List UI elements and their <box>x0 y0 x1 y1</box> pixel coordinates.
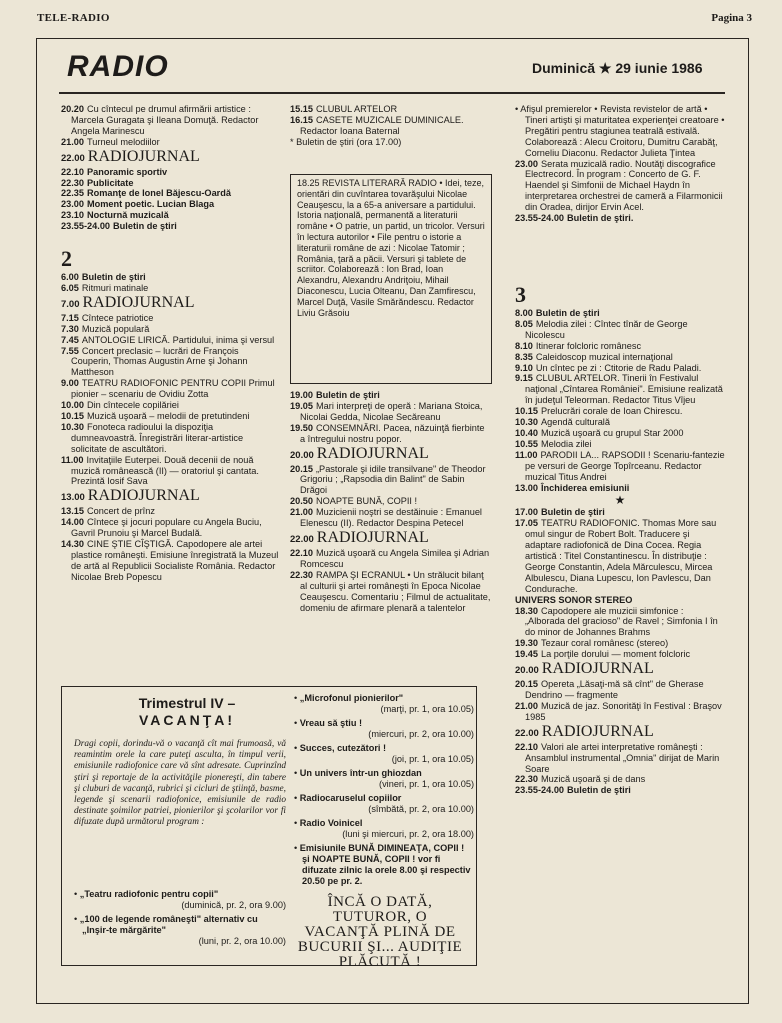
program-title: • Afişul premierelor • Revista revistelor de artă • Tineri artişti şi maturitatea experienţei creatoare • Pregătiri pentru stagiunea teatrală estivală. Colaborează : Alecu Croitoru, Dumitru Carabăţ, Corneliu Diaconu. Redactor Julieta Ţintea <box>515 104 725 158</box>
program-time: 22.30 <box>515 774 538 785</box>
program-title: Agendă culturală <box>541 417 610 428</box>
bullet-icon: • <box>294 793 300 803</box>
program-time: 23.55-24.00 <box>515 213 565 224</box>
vacation-program-name: „100 de legende româneşti" alternativ cu „Inşir-te mărgărite" <box>79 914 258 935</box>
program-title: Muzică uşoară – melodii de pretutindeni <box>87 410 250 421</box>
program-title: Tezaur coral românesc (stereo) <box>541 638 669 649</box>
program-time: 7.00 <box>61 298 80 310</box>
program-title: Fonoteca radioului la dispoziţia dumneavoastră. Înregistrări literar-artistice solicitate de ascultători. <box>71 421 244 454</box>
program-title: Moment poetic. Lucian Blaga <box>87 199 215 210</box>
program-entry <box>515 606 725 639</box>
program-time: 22.10 <box>515 741 538 752</box>
program-entry <box>290 137 490 148</box>
program-time: 17.00 <box>515 507 538 518</box>
program-time: 23.55-24.00 <box>515 785 565 796</box>
program-title: Cîntece patriotice <box>81 312 154 323</box>
vacation-program-schedule: (luni şi miercuri, pr. 2, ora 18.00) <box>342 829 474 839</box>
program-entry <box>515 679 725 701</box>
program-time: 13.00 <box>515 482 538 493</box>
program-entry <box>61 400 279 411</box>
program-entry <box>61 324 279 335</box>
program-entry <box>515 352 725 363</box>
program-time: 22.00 <box>290 533 314 545</box>
program-entry <box>515 319 725 341</box>
program-title: Muzică uşoară cu Angela Similea şi Adrian Romcescu <box>300 547 490 569</box>
bullet-icon: • <box>294 818 300 828</box>
vacation-program-schedule: (luni, pr. 2, ora 10.00) <box>198 936 286 946</box>
program-entry <box>61 517 279 539</box>
bullet-icon: • <box>294 718 300 728</box>
program-time: 9.10 <box>515 362 533 373</box>
program-entry <box>61 221 279 232</box>
vacation-program-schedule: (vineri, pr. 1, ora 10.05) <box>379 779 474 789</box>
program-entry <box>61 488 279 505</box>
program-entry <box>515 701 725 723</box>
program-time: 14.00 <box>61 517 84 528</box>
program-entry <box>61 188 279 199</box>
program-time: 23.10 <box>61 210 84 221</box>
broadcast-date: Duminică ★ 29 iunie 1986 <box>532 60 703 76</box>
program-entry <box>290 104 490 115</box>
program-title: Buletin de ştiri. <box>567 213 634 224</box>
vacation-program-item <box>294 768 474 790</box>
vacation-program-item <box>294 818 474 840</box>
separator-star: ★ <box>614 493 626 508</box>
program-time: 10.40 <box>515 427 538 438</box>
vacation-program-name: Vreau să ştiu ! <box>299 718 363 728</box>
publication-name: TELE-RADIO <box>37 12 110 24</box>
title-rule <box>59 92 725 94</box>
program-title: Un cîntec pe zi : Ctitorie de Radu Paladi. <box>535 362 702 373</box>
program-title: Buletin de ştiri <box>113 221 177 232</box>
program-entry <box>61 104 279 137</box>
program-entry <box>290 507 492 529</box>
program-title: Valori ale artei interpretative româneşti : Ansamblul instrumental „Omnia" dirijat de Marin Soare <box>525 741 720 774</box>
program-time: 11.00 <box>515 449 538 460</box>
program-title: Concert preclasic – lucrări de François Couperin, Thomas Augustin Arne şi Johann Mattheson <box>71 345 248 378</box>
page-title: RADIO <box>67 50 169 83</box>
program-entry <box>61 539 279 583</box>
vacation-program-name: „Microfonul pionierilor" <box>299 693 404 703</box>
day-3-morning-list <box>515 308 725 493</box>
program-time: 14.30 <box>61 539 84 550</box>
vacation-program-name: Radio Voinicel <box>299 818 363 828</box>
program-time: 9.00 <box>61 378 79 389</box>
program-entry <box>290 548 492 570</box>
program-time: 22.30 <box>290 569 313 580</box>
program-title: TEATRU RADIOFONIC PENTRU COPII Primul pionier – scenariu de Ovidiu Zotta <box>71 378 275 400</box>
program-time: 7.30 <box>61 323 79 334</box>
program-time: 20.15 <box>515 679 538 690</box>
vacation-program-name: Emisiunile BUNĂ DIMINEAŢA, COPII ! şi NOAPTE BUNĂ, COPII ! vor fi difuzate zilnic la orele 8.00 şi respectiv 20.50 pe pr. 2. <box>299 843 471 886</box>
program-entry <box>61 506 279 517</box>
program-title: Turneul melodiilor <box>87 136 160 147</box>
program-title: UNIVERS SONOR STEREO <box>515 594 633 605</box>
program-time: 19.30 <box>515 638 538 649</box>
column-3-top <box>515 104 725 224</box>
program-title: Buletin de ştiri <box>567 785 631 796</box>
bullet-icon: • <box>294 843 300 853</box>
program-title: CLUBUL ARTELOR. Tinerii în Festivalul naţional „Cîntarea României". Emisiune realizată în judeţul Teleorman. Redactor Titus Vîjeu <box>525 373 723 406</box>
program-entry <box>515 785 725 796</box>
program-entry <box>61 178 279 189</box>
program-time: 10.30 <box>515 417 538 428</box>
program-title: Buletin de ştiri <box>316 390 380 400</box>
program-time: 18.30 <box>515 605 538 616</box>
program-entry <box>515 104 725 159</box>
program-entry <box>61 272 279 283</box>
program-entry <box>290 446 492 463</box>
program-title: PARODII LA... RAPSODII ! Scenariu-fantezie pe versuri de George Topîrceanu. Redactor muzical Titus Andrei <box>525 449 725 482</box>
bullet-icon: • <box>74 889 80 899</box>
vacation-program-name: „Teatru radiofonic pentru copii" <box>79 889 219 899</box>
vacation-intro <box>74 739 286 829</box>
program-entry <box>290 115 490 137</box>
program-entry <box>515 439 725 450</box>
program-title: Panoramic sportiv <box>87 166 168 177</box>
program-entry <box>515 774 725 785</box>
column-3-middle <box>515 282 725 796</box>
program-entry <box>515 373 725 406</box>
program-entry <box>515 159 725 214</box>
vacation-title-line-1: Trimestrul IV – <box>138 695 236 711</box>
program-time: 6.00 <box>61 272 79 282</box>
vacation-program-schedule: (sîmbătă, pr. 2, ora 10.00) <box>368 804 474 814</box>
program-time: 9.15 <box>515 373 533 384</box>
program-time: 19.05 <box>290 400 313 411</box>
program-title: Opereta „Lăsaţi-mă să cînt" de Gherase Dendrino — fragmente <box>525 679 704 700</box>
program-title: Cu cîntecul pe drumul afirmării artistice : Marcela Guragata şi Ileana Domuţă. Redactor Angela Marinescu <box>71 104 259 136</box>
program-time: 20.50 <box>290 496 313 507</box>
program-entry <box>290 530 492 547</box>
program-time: 22.00 <box>61 152 85 164</box>
program-title: * Buletin de ştiri (ora 17.00) <box>290 136 402 147</box>
program-time: 16.15 <box>290 114 313 125</box>
program-title: Închiderea emisiunii <box>541 482 630 493</box>
program-time: 10.00 <box>61 400 84 411</box>
program-title: CONSEMNĂRI. Pacea, năzuinţă fierbinte a întregului nostru popor. <box>300 422 485 444</box>
program-title: Romanţe de Ionel Băjescu-Oardă <box>87 188 231 199</box>
program-time: 21.00 <box>515 700 538 711</box>
program-time: 8.00 <box>515 308 533 318</box>
program-title: Muzică populară <box>81 323 150 334</box>
program-entry <box>515 406 725 417</box>
program-entry <box>61 378 279 400</box>
vacation-program-item <box>294 693 474 715</box>
program-entry <box>61 335 279 346</box>
program-entry <box>61 411 279 422</box>
program-title: Mari interpreţi de operă : Mariana Stoica, Nicolai Gedda, Nicolae Secăreanu <box>300 400 483 422</box>
program-entry <box>515 417 725 428</box>
column-1-top <box>61 104 279 232</box>
program-time: 23.55-24.00 <box>61 221 111 232</box>
program-title: RADIOJURNAL <box>87 487 200 505</box>
vacation-title-line-2: VACANŢA! <box>138 712 236 728</box>
program-time: 10.30 <box>61 421 84 432</box>
vacation-title <box>82 695 292 729</box>
program-title: CINE ŞTIE CÎŞTIGĂ. Capodopere ale artei plastice româneşti. Emisiune înregistrată la Muzeul de artă al Republicii Socialiste România. Redactor Nicolae Breb Popescu <box>71 539 279 582</box>
program-time: 20.20 <box>61 104 84 114</box>
program-title: Melodia zilei : Cîntec tînăr de George Nicolescu <box>525 318 688 340</box>
program-title: Muzicienii noştri se destăinuie : Emanuel Elenescu (II). Redactor Despina Petecel <box>300 507 482 529</box>
bullet-icon: • <box>294 693 300 703</box>
program-time: 8.35 <box>515 351 533 362</box>
program-time: 11.00 <box>61 454 84 465</box>
program-title: Publicitate <box>87 177 134 188</box>
program-title: RADIOJURNAL <box>541 660 654 678</box>
program-title: Caleidoscop muzical internaţional <box>535 351 673 362</box>
program-entry <box>515 638 725 649</box>
program-title: Ritmuri matinale <box>81 282 149 293</box>
vacation-program-item <box>74 914 286 947</box>
program-entry <box>61 455 279 488</box>
program-time: 15.15 <box>290 104 313 114</box>
program-entry <box>515 450 725 483</box>
program-title: CASETE MUZICALE DUMINICALE. Redactor Ioana Baternal <box>300 114 464 136</box>
program-time: 20.00 <box>515 665 539 677</box>
program-time: 22.10 <box>61 166 84 177</box>
literary-review-box <box>290 174 492 384</box>
program-entry <box>290 464 492 497</box>
program-entry <box>290 390 492 401</box>
program-time: 21.00 <box>61 136 84 147</box>
program-title: Buletin de ştiri <box>81 272 146 282</box>
program-time: 17.05 <box>515 518 538 529</box>
program-entry <box>290 496 492 507</box>
vacation-program-name: Un univers într-un ghiozdan <box>299 768 422 778</box>
bullet-icon: • <box>294 768 300 778</box>
vacation-list-left <box>74 889 286 950</box>
day-number-3: 3 <box>515 282 526 307</box>
program-time: 7.15 <box>61 312 79 323</box>
program-title: RADIOJURNAL <box>87 147 200 165</box>
program-title: RAMPA ŞI ECRANUL • Un strălucit bilanţ al culturii şi artei româneşti în Epoca Nicolae Ceauşescu. Comentariu ; Filmul de actualitate, domeniu de afirmare plenară a talentelor <box>300 569 491 613</box>
program-entry <box>61 137 279 148</box>
program-time: 13.15 <box>61 506 84 517</box>
vacation-program-item <box>294 743 474 765</box>
literary-review-text: 18.25 REVISTA LITERARĂ RADIO • Idei, teze, orientări din cuvîntarea tovarăşului Nicolae Ceauşescu, la a 65-a aniversare a partidului. Istoria naţională, permanentă a literaturii române • O patrie, un partid, un tricolor. Versuri în lectura autorilor • File pentru o istorie a literaturii române de azi : Nicolae Tatomir ; România, ţară a păcii. Versuri şi tablete de scriitor. Colaborează : Ion Brad, Ioan Alexandru, Alexandru Andriţoiu, Mihail Diaconescu, Lucia Olteanu, Dan Zamfirescu, Marcel Duţă, Vasile Smărăndescu. Redactor Liviu Grăsoiu <box>297 178 485 318</box>
program-title: RADIOJURNAL <box>82 293 195 311</box>
program-entry <box>61 295 279 312</box>
program-time: 7.45 <box>61 334 79 345</box>
program-entry <box>515 661 725 678</box>
vacation-program-item <box>74 889 286 911</box>
program-time: 22.30 <box>61 177 84 188</box>
program-entry <box>515 507 725 518</box>
program-entry <box>515 213 725 224</box>
program-entry <box>290 401 492 423</box>
program-entry <box>515 363 725 374</box>
program-title: Capodopere ale muzicii simfonice : „Alborada del gracioso" de Ravel ; Simfonia I în do minor de Johannes Brahms <box>525 605 718 638</box>
program-time: 23.00 <box>515 158 538 169</box>
program-time: 22.00 <box>515 727 539 739</box>
program-title: ANTOLOGIE LIRICĂ. Partidului, inima şi versul <box>81 334 275 345</box>
program-time: 22.35 <box>61 188 84 199</box>
bullet-icon: • <box>74 914 80 924</box>
program-title: CLUBUL ARTELOR <box>316 104 398 114</box>
program-title: Serata muzicală radio. Noutăţi discografice Electrecord. În program : Concerto de G. F. Haendel şi Simfonii de Michael Haydn în interpretarea orchestrei de cameră a Filarmonicii din Oradea, dirijor Ervin Acel. <box>525 158 723 213</box>
program-title: Muzică uşoară şi de dans <box>541 774 646 785</box>
program-entry <box>61 210 279 221</box>
bullet-icon: • <box>294 743 300 753</box>
program-time: 10.55 <box>515 438 538 449</box>
column-1-bottom <box>61 246 279 583</box>
day-2-morning-list <box>61 272 279 583</box>
vacation-program-schedule: (joi, pr. 1, ora 10.05) <box>391 754 474 764</box>
program-title: Itinerar folcloric românesc <box>535 340 642 351</box>
program-time: 8.10 <box>515 340 533 351</box>
vacation-intro-text: Dragi copii, dorindu-vă o vacanţă cît mai frumoasă, vă reamintim orele la care puteţi asculta, în timpul verii, emisiunile radiofonice care vă sînt adresate. Cuprinzînd ştiri şi reportaje de la activităţile pionereşti, din tabere şi cluburi de vacanţă, rubrici şi cicluri de ştiinţă, basme, legende şi scenarii radiofonice, emisiunile de radio destinate şoimilor patriei, pionierilor şi şcolarilor vor fi difuzate după următorul program : <box>74 739 286 828</box>
program-time: 21.00 <box>290 507 313 518</box>
program-entry <box>61 346 279 379</box>
program-title: RADIOJURNAL <box>541 722 654 740</box>
program-time: 6.05 <box>61 282 79 293</box>
program-title: Muzică de jaz. Sonorităţi în Festival : Braşov 1985 <box>525 700 722 722</box>
vacation-program-schedule: (duminică, pr. 2, ora 9.00) <box>181 900 286 910</box>
program-title: Concert de prînz <box>87 506 155 517</box>
vacation-list-right <box>294 693 474 890</box>
program-time: 19.45 <box>515 649 538 660</box>
program-time: 20.15 <box>290 463 313 474</box>
program-entry <box>61 199 279 210</box>
program-title: Prelucrări corale de Ioan Chirescu. <box>541 406 683 417</box>
vacation-program-item <box>294 793 474 815</box>
program-title: „Pastorale şi idile transilvane" de Theodor Grigoriu ; „Rapsodia din Balint" de Sabin Drăgoi <box>300 463 486 496</box>
program-time: 23.00 <box>61 199 84 210</box>
program-entry <box>515 649 725 660</box>
vacation-program-name: Radiocaruselul copiilor <box>299 793 402 803</box>
program-entry <box>515 724 725 741</box>
program-time: 10.15 <box>61 410 84 421</box>
vacation-closing: ÎNCĂ O DATĂ, TUTUROR, O VACANŢĂ PLINĂ DE BUCURII ŞI... AUDIŢIE PLĂCUTĂ ! <box>297 894 463 970</box>
column-2-bottom <box>290 390 492 613</box>
program-title: La porţile dorului — moment folcloric <box>541 649 691 660</box>
program-title: RADIOJURNAL <box>316 528 429 546</box>
vacation-program-name: Succes, cutezători ! <box>299 743 387 753</box>
vacation-program-schedule: (miercuri, pr. 2, ora 10.00) <box>368 729 474 739</box>
program-title: Din cîntecele copilăriei <box>87 400 179 411</box>
program-title: TEATRU RADIOFONIC. Thomas More sau omul singur de Robert Bolt. Traducere şi adaptare radiofonică de Dina Cocea. Regia artistică : Titel Constantinescu. În distribuţie : George Constantin, Adela Mărculescu, Mircea Albulescu, Diana Lupescu, Ion Pavlescu, Dan Condurache. <box>525 518 717 594</box>
program-entry <box>515 742 725 775</box>
page-number: Pagina 3 <box>711 12 752 24</box>
program-title: Nocturnă muzicală <box>87 210 169 221</box>
program-entry <box>61 422 279 455</box>
day-3-afternoon-list <box>515 507 725 796</box>
program-title: Cîntece şi jocuri populare cu Angela Buciu, Gavril Prunoiu şi Marcel Budală. <box>71 517 262 539</box>
program-time: 19.00 <box>290 390 313 400</box>
column-2-top <box>290 104 490 148</box>
program-entry <box>61 149 279 166</box>
program-entry <box>515 595 725 606</box>
vacation-program-item <box>294 718 474 740</box>
vacation-program-item <box>294 843 474 887</box>
day-number-2: 2 <box>61 246 72 271</box>
program-entry <box>61 167 279 178</box>
program-time: 10.15 <box>515 406 538 417</box>
program-title: RADIOJURNAL <box>316 444 429 462</box>
program-time: 22.10 <box>290 547 313 558</box>
page-header <box>0 12 782 30</box>
program-title: Muzică uşoară cu grupul Star 2000 <box>541 427 684 438</box>
vacation-box <box>61 686 477 970</box>
program-entry <box>515 518 725 594</box>
program-entry <box>515 428 725 439</box>
program-title: Invitaţiile Euterpei. Două decenii de nouă muzică românească (II) — oratoriul şi cantata. Prezintă Iosif Sava <box>71 454 259 487</box>
program-entry <box>61 283 279 294</box>
program-time: 8.05 <box>515 318 533 329</box>
program-time: 19.50 <box>290 422 313 433</box>
program-time: 13.00 <box>61 492 85 504</box>
program-time: 7.55 <box>61 345 79 356</box>
vacation-program-schedule: (marţi, pr. 1, ora 10.05) <box>380 704 474 714</box>
program-title: NOAPTE BUNĂ, COPII ! <box>316 496 418 507</box>
program-entry <box>515 341 725 352</box>
program-title: Buletin de ştiri <box>541 507 605 518</box>
program-entry <box>61 313 279 324</box>
program-entry <box>290 423 492 445</box>
program-entry <box>290 570 492 614</box>
program-entry <box>515 308 725 319</box>
program-title: Buletin de ştiri <box>535 308 600 318</box>
program-title: Melodia zilei <box>541 438 592 449</box>
program-entry <box>515 483 725 494</box>
program-time: 20.00 <box>290 449 314 461</box>
